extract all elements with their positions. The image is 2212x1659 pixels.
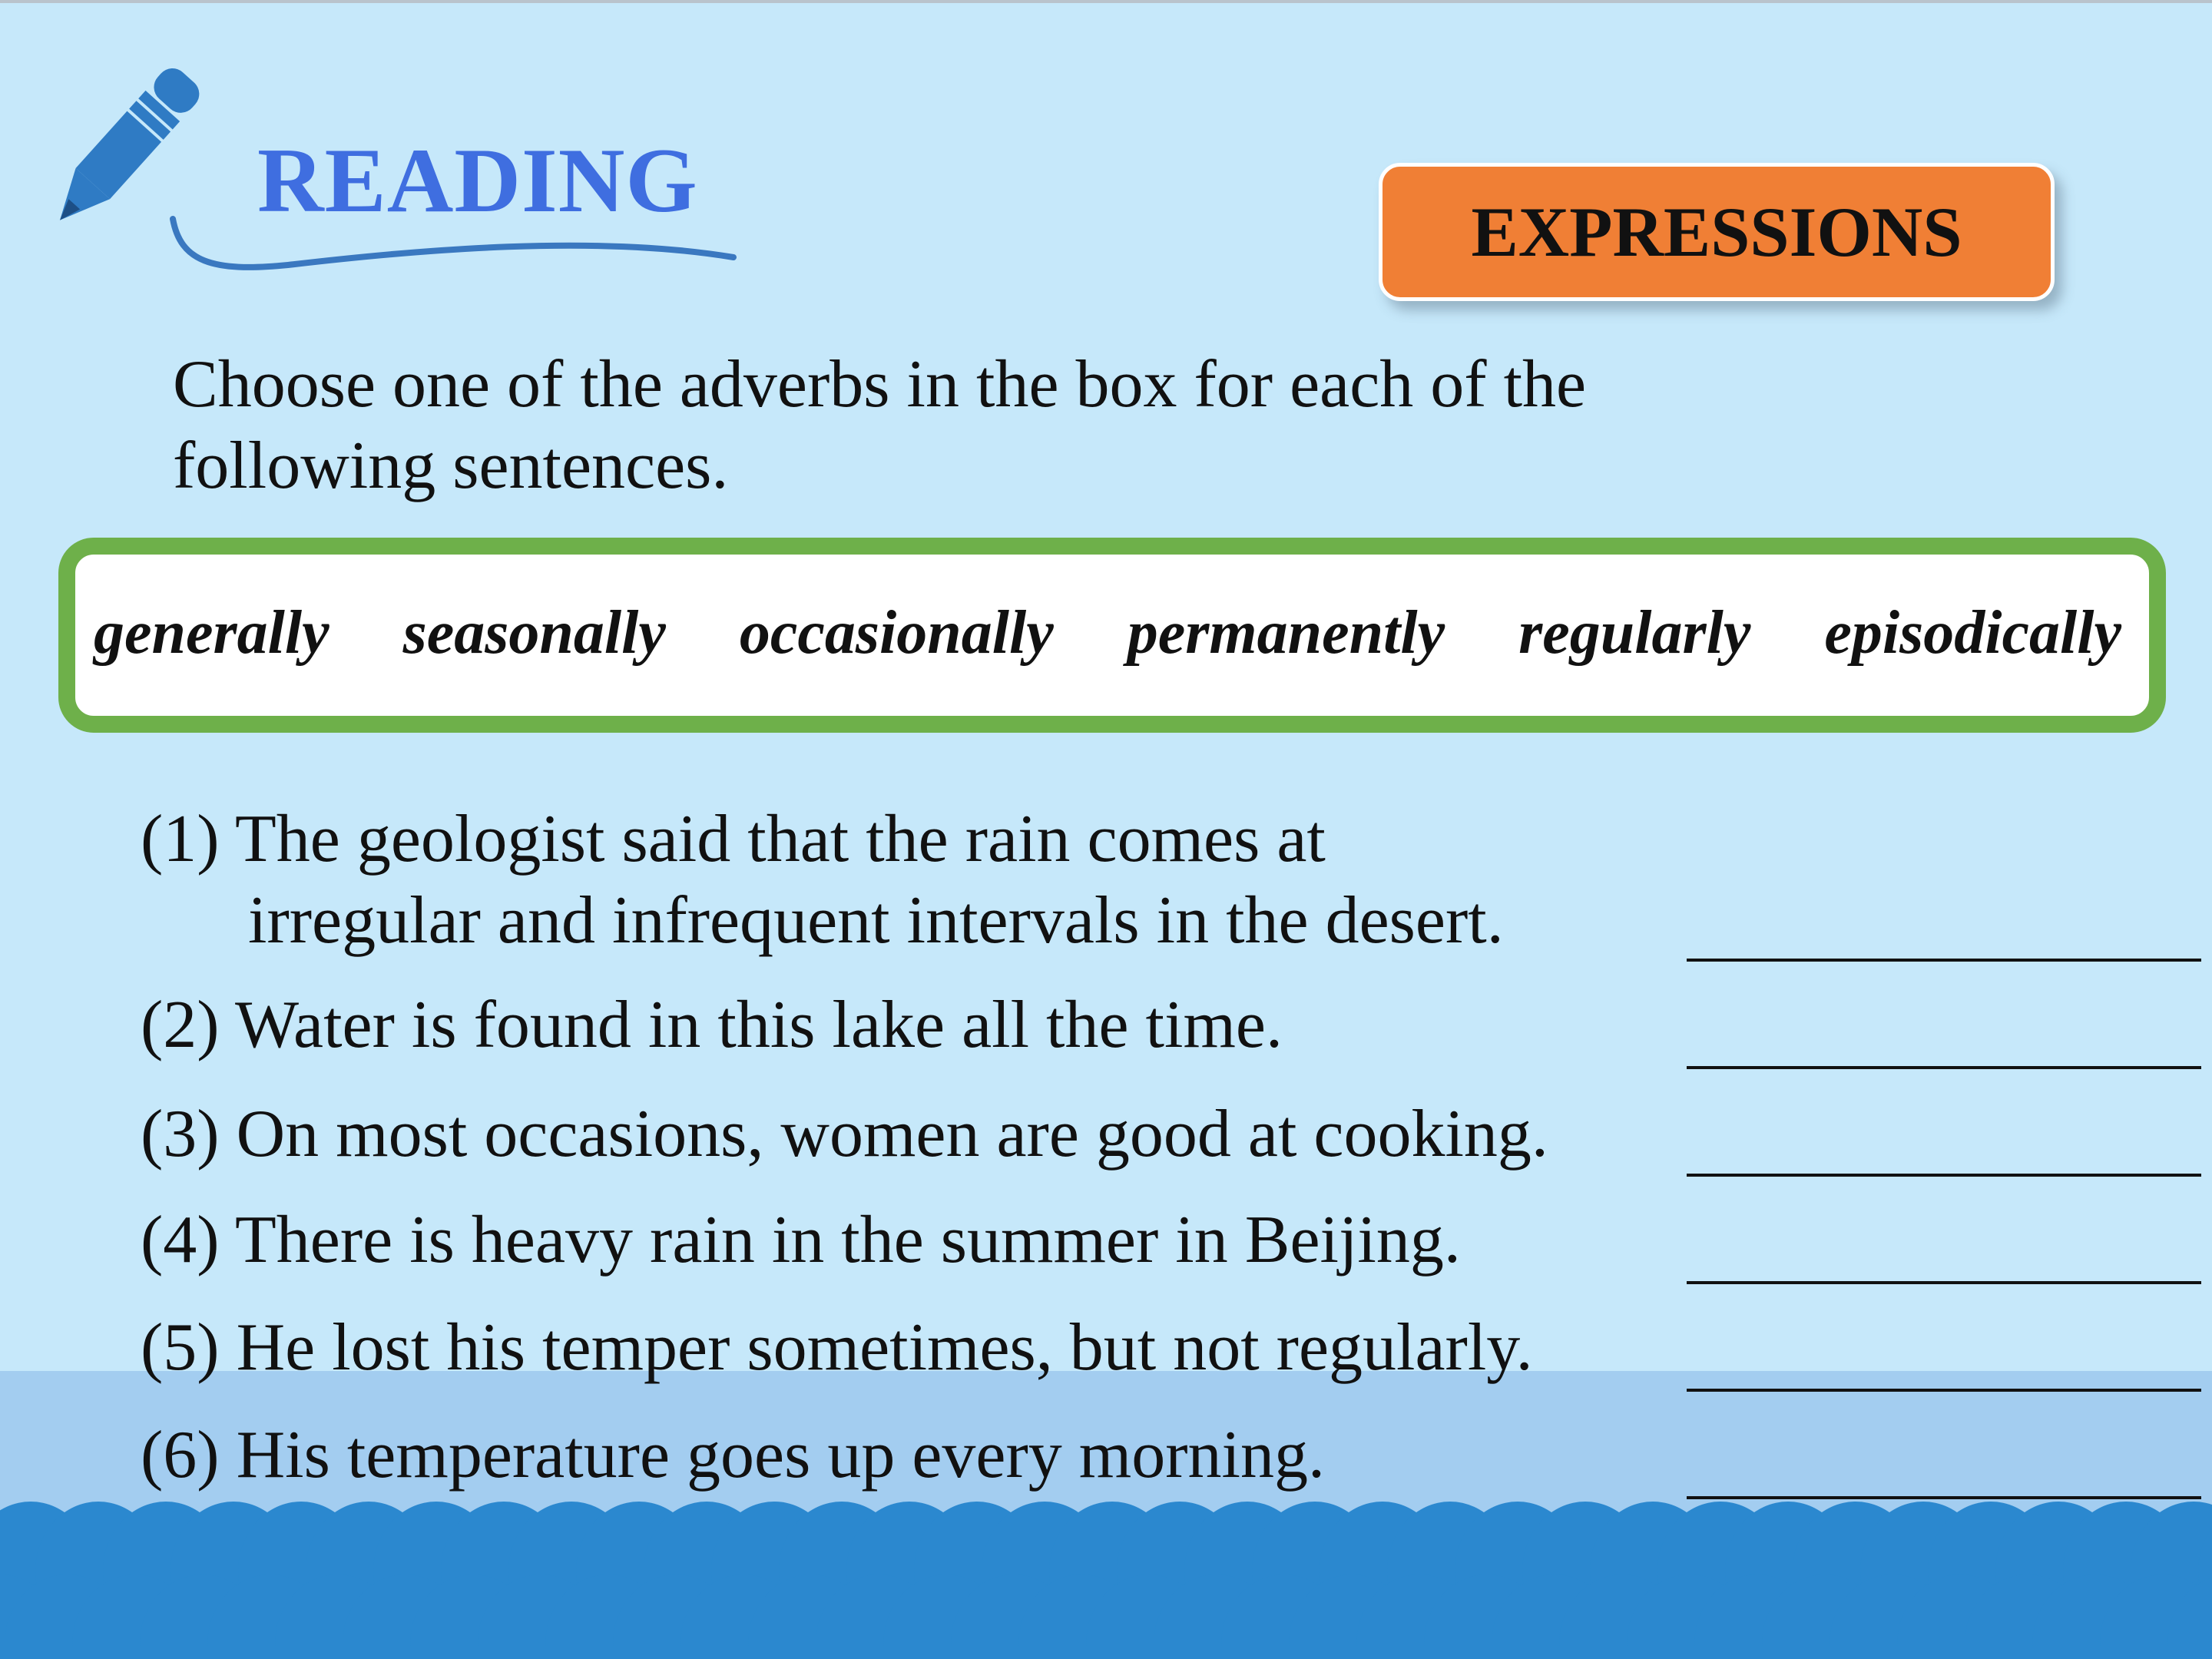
section-heading: READING — [257, 129, 698, 231]
instruction-line-1: Choose one of the adverbs in the box for each of the — [173, 347, 1587, 422]
waves-decoration — [0, 1490, 2212, 1659]
answer-blank-5[interactable] — [1687, 1389, 2201, 1392]
instruction-text — [173, 344, 1939, 507]
question-text: He lost his temper sometimes, but not regularly. — [236, 1310, 1533, 1385]
question-text: On most occasions, women are good at cooking. — [236, 1097, 1548, 1171]
expressions-badge: EXPRESSIONS — [1379, 163, 2055, 301]
question-text: His temperature goes up every morning. — [236, 1418, 1325, 1492]
question-number: (2) — [141, 988, 220, 1062]
adverb-word: occasionally — [739, 598, 1054, 667]
question-text-continued: irregular and infrequent intervals in the desert. — [248, 883, 1504, 958]
question-6 — [141, 1415, 1753, 1496]
question-5 — [141, 1307, 1753, 1389]
adverb-word: episodically — [1824, 598, 2121, 667]
answer-blank-2[interactable] — [1687, 1066, 2201, 1069]
instruction-line-2: following sentences. — [173, 429, 729, 503]
pencil-icon — [42, 61, 211, 230]
question-1 — [141, 799, 1753, 962]
answer-blank-3[interactable] — [1687, 1174, 2201, 1177]
adverb-word: generally — [94, 598, 329, 667]
question-4 — [141, 1200, 1753, 1281]
top-border — [0, 0, 2212, 3]
question-number: (4) — [141, 1203, 220, 1277]
question-2 — [141, 985, 1753, 1066]
question-text: There is heavy rain in the summer in Beijing. — [235, 1203, 1461, 1277]
adverb-word: seasonally — [402, 598, 666, 667]
question-number: (3) — [141, 1097, 220, 1171]
heading-underline — [165, 215, 749, 284]
question-number: (1) — [141, 802, 220, 876]
question-3 — [141, 1094, 1753, 1175]
wave-base — [0, 1647, 2212, 1659]
adverb-box — [58, 538, 2166, 733]
answer-blank-1[interactable] — [1687, 959, 2201, 962]
answer-blank-4[interactable] — [1687, 1281, 2201, 1284]
question-text: The geologist said that the rain comes at — [235, 802, 1326, 876]
question-text: Water is found in this lake all the time. — [235, 988, 1283, 1062]
adverb-word: permanently — [1127, 598, 1445, 667]
question-number: (6) — [141, 1418, 220, 1492]
question-number: (5) — [141, 1310, 220, 1385]
adverb-word: regularly — [1518, 598, 1751, 667]
answer-blank-6[interactable] — [1687, 1496, 2201, 1499]
